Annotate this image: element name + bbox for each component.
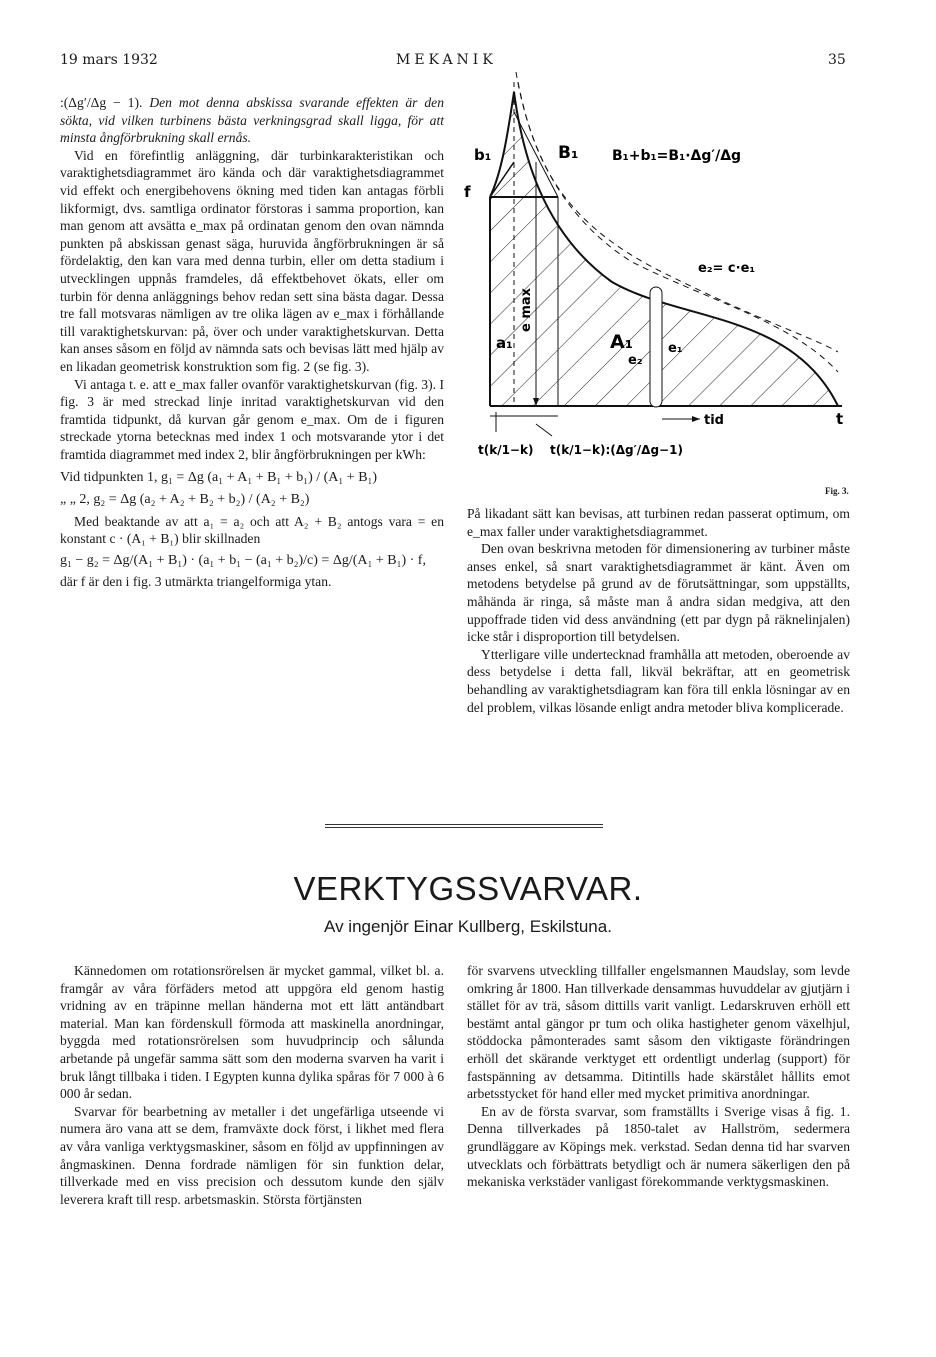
formula-label: „ „ 2, g₂ = bbox=[60, 492, 117, 508]
paragraph: Ytterligare ville undertecknad framhålla att metoden, oberoende av dess betydelse i detta fall, likväl bekräftar, att en geometrisk behandling av varaktighetsdiagram kan föra till enkla lösningar av en del problem, vilkas lösande enligt andra metoder bliva komplicerade. bbox=[467, 646, 850, 715]
paragraph: Vi antaga t. e. att e_max faller ovanför varaktighetskurvan (fig. 3). I fig. 3 är med streckad linje inritad varaktighetskurvan vid den framtida tidpunkt, då kurvan går genom e_max. Om de i figuren streckade ytorna betecknas med index 1 och motsvarande ytor i det framtida diagrammet med index 2, blir ångförbrukningen per kWh: bbox=[60, 376, 444, 462]
label-e2-equation: e₂= c·e₁ bbox=[698, 261, 756, 276]
left-column-top bbox=[60, 94, 444, 591]
article-title: VERKTYGSSVARVAR. bbox=[293, 870, 643, 907]
formula-intro: :(Δg′/Δg − 1). bbox=[60, 95, 143, 110]
paragraph: Vid en förefintlig anläggning, där turbinkarakteristikan och varaktighetsdiagrammet äro kända och där varaktighetsdiagrammet vid effekt och energibehovens ökning med tiden kan antagas förbli likformigt, dvs. samtliga ordinator förstoras i samma proportion, kan man genom att avsätta e_max på ordinatan genom den ovan nämnda punkten på abskissan genast säga, huruvida ångförbrukningen är så fördelaktig, den kan vara med denna turbin, eller om detta stadium i utvecklingen uppnås framdeles, då effektbehovet ökats, eller om turbin för denna anläggnings behov redan sett sina bästa dagar. Dessa tre fall motsvaras nämligen av tre olika lägen av e_max i förhållande till varaktighetskurvan: på, över och under varaktighetskurvan. Detta kan anses såsom en följd av nämnda sats och bevisas lätt med hjälp av en likadan geometrisk konstruktion som fig. 2 (se fig. 3). bbox=[60, 147, 444, 374]
paragraph: Med beaktande av att a₁ = a₂ och att A₂ + B₂ antogs vara = en konstant c · (A₁ + B₁) blir skillnaden bbox=[60, 513, 444, 547]
formula-expression: Δg (a₁ + A₁ + B₁ + b₁) / (A₁ + B₁) bbox=[187, 470, 378, 486]
label-A1: A₁ bbox=[610, 331, 634, 353]
article-left-column bbox=[60, 962, 444, 1208]
paragraph: På likadant sätt kan bevisas, att turbinen redan passerat optimum, om e_max faller under varaktighetsdiagrammet. bbox=[467, 506, 850, 539]
label-e2: e₂ bbox=[628, 353, 643, 368]
paragraph: Kännedomen om rotationsrörelsen är mycket gammal, vilket bl. a. framgår av våra förfäders metod att uppgöra eld genom hastig vridning av en träpinne mellan händerna mot ett lätt antändbart material. Man kan fördenskull förmoda att maskinella anordningar, byggda med rotationsrörelsen som huvudprincip och sålunda arbetande på ungefär samma sätt som den moderna svarven ha varit i bruk långt tillbaka i tiden. I Egypten kunna dylika spåras för 7 000 à 6 000 år sedan. bbox=[60, 963, 444, 1102]
paragraph: Den ovan beskrivna metoden för dimensionering av turbiner måste anses enkel, så snart varaktighetsdiagrammet är känt. Även om metodens betydelse på grund av de förutsättningar, som uppställts, måhända är ringa, så måste man å andra sidan medgiva, att den uppoffrade tiden vid dess användning (ett par dygn på räknelinjalen) icke står i disproportion till betydelsen. bbox=[467, 541, 850, 645]
label-a1: a₁ bbox=[496, 334, 513, 352]
paragraph: Svarvar för bearbetning av metaller i det ungefärliga utseende vi numera äro vana att se dem, framväxte dock först, i likhet med flera av våra vanliga verktygsmaskiner, såsom en följd av uppfinningen av ångmaskinen. Denna fordrade nämligen för sin funktion delar, tillverkade med en viss precision och dessutom kunde den själv leverera kraft till resp. arbetsmaskin. Största förtjänsten bbox=[60, 1103, 444, 1207]
label-f: f bbox=[464, 183, 471, 201]
journal-title: MEKANIK bbox=[396, 52, 497, 68]
label-e1: e₁ bbox=[668, 341, 683, 356]
article-right-column bbox=[467, 962, 850, 1191]
right-column-top bbox=[467, 505, 850, 716]
section-divider bbox=[325, 824, 603, 828]
label-tid: tid bbox=[704, 413, 724, 428]
formula-difference: g₁ − g₂ = Δg/(A₁ + B₁) · (a₁ + b₁ − (a₁ + b₂)/c) = Δg/(A₁ + B₁) · f, bbox=[60, 552, 426, 568]
page-number: 35 bbox=[828, 52, 846, 68]
figure-caption: Fig. 3. bbox=[825, 486, 849, 496]
intro-italic: Den mot denna abskissa svarande effekten är den sökta, vid vilken turbinens bästa verkningsgrad skall ligga, för att minsta ångförbrukning skall ernås. bbox=[60, 95, 444, 146]
label-equation: B₁+b₁=B₁·Δg′/Δg bbox=[612, 148, 742, 164]
article-byline: Av ingenjör Einar Kullberg, Eskilstuna. bbox=[324, 917, 612, 936]
paragraph: för svarvens utveckling tillfaller engelsmannen Maudslay, som levde omkring år 1800. Han tillverkade densammas huvuddelar av gjutjärn i stället för av trä, såsom dittills varit vanligt. Ledarskruven erhöll ett bestämt antal gängor pr tum och olika hastigheter genom växelhjul, stöddocka påmonterades samt såsom den viktigaste förändringen erhöll det skärande verktyget ett ordentligt underlag (support) för fastspänning av detsamma. Ditintills hade skärstålet hållits emot arbetsstycket för hand eller med mycket primitiva anordningar. bbox=[467, 963, 850, 1102]
paragraph: En av de första svarvar, som framställts i Sverige visas å fig. 1. Denna tillverkades på 1850-talet av Hallström, sedermera grundläggare av Köpings mek. verkstad. Sedan denna tid har svarven utvecklats och förbättrats betydligt och är numera säkerligen den på mekaniska verkstäder vanligast förekommande verktygsmaskinen. bbox=[467, 1103, 850, 1190]
label-B1: B₁ bbox=[558, 143, 579, 163]
formula-expression: Δg (a₂ + A₂ + B₂ + b₂) / (A₂ + B₂) bbox=[120, 492, 310, 508]
label-emax: e max bbox=[519, 287, 534, 332]
label-tk: t(k/1−k) bbox=[478, 443, 534, 457]
hatched-area bbox=[490, 92, 838, 406]
label-b1: b₁ bbox=[474, 146, 492, 164]
figure-3-diagram bbox=[462, 72, 862, 482]
label-tk-ratio: t(k/1−k):(Δg′/Δg−1) bbox=[550, 443, 683, 457]
formula-label: Vid tidpunkten 1, g₁ = bbox=[60, 470, 185, 486]
label-t: t bbox=[836, 410, 844, 428]
paragraph: där f är den i fig. 3 utmärkta triangelformiga ytan. bbox=[60, 574, 332, 590]
header-date: 19 mars 1932 bbox=[60, 52, 158, 68]
